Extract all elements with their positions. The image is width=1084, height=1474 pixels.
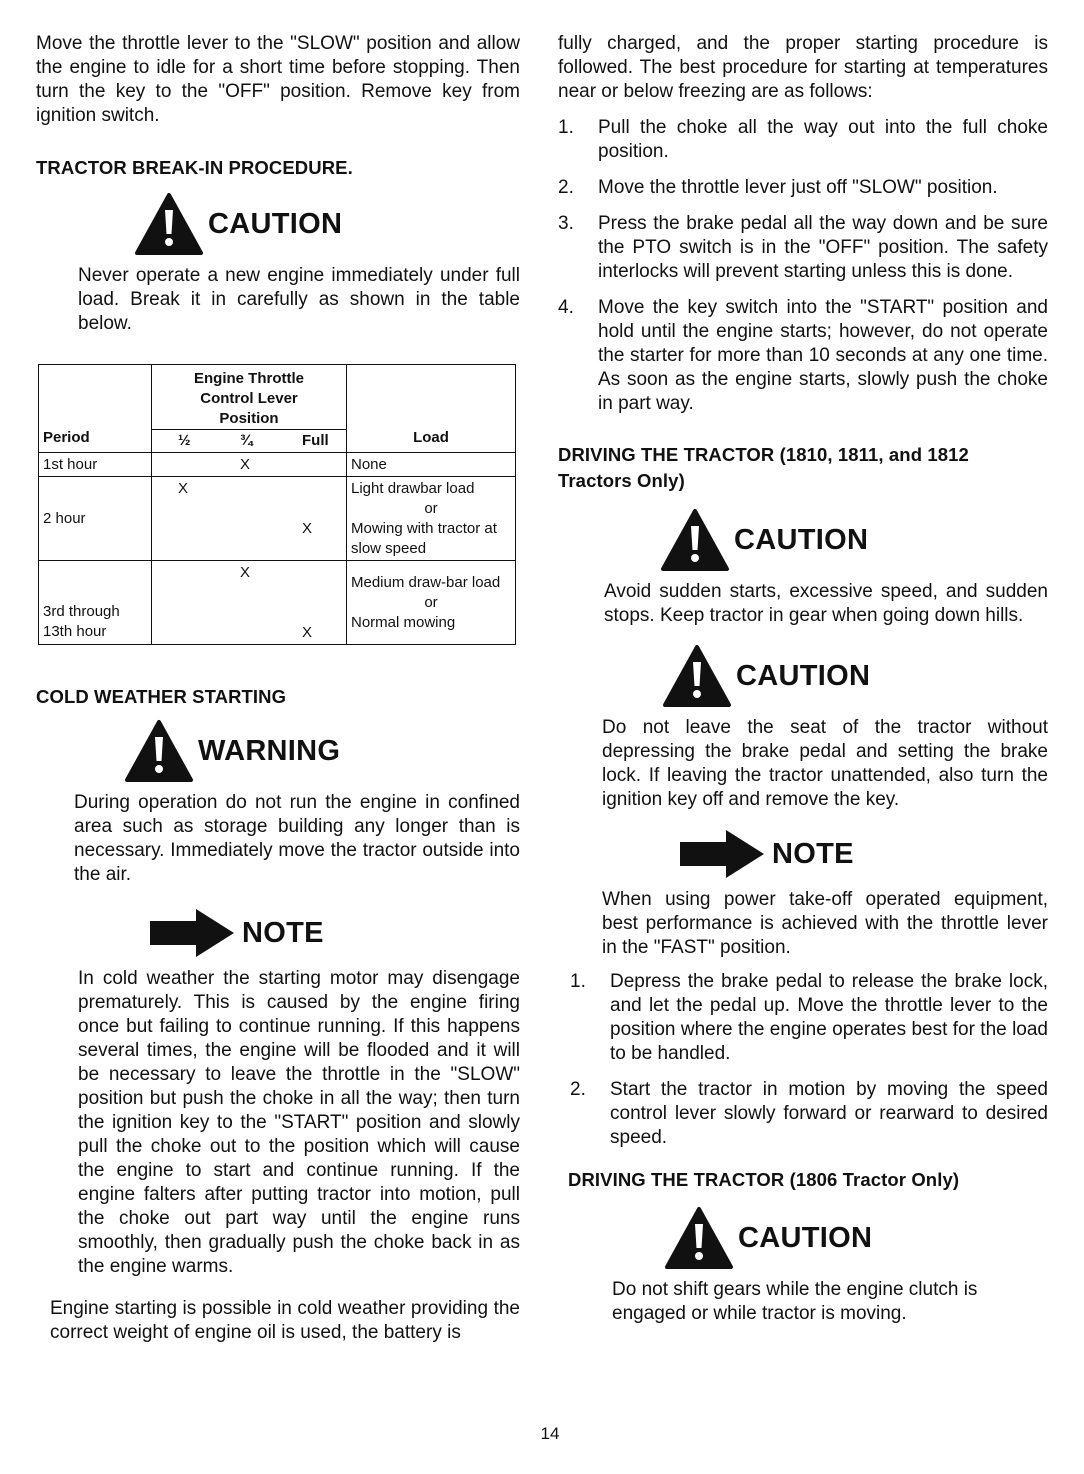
step-number: 1. (558, 117, 574, 138)
caution-notice-2 (660, 508, 1048, 572)
note-notice-right (678, 828, 1048, 880)
x-mark: X (178, 480, 189, 497)
warning-triangle-icon (124, 719, 194, 783)
arrow-right-icon (678, 828, 768, 880)
step-text: Start the tractor in motion by moving the speed control lever slowly forward or rearward to desired speed. (610, 1079, 1048, 1148)
breakin-table (38, 364, 516, 645)
warning-triangle-icon (660, 508, 730, 572)
load-text: Mowing with tractor at slow speed (351, 519, 497, 557)
caution-label: CAUTION (208, 208, 343, 240)
step-text: Move the key switch into the "START" position and hold until the engine starts; however, do not operate the starter for more than 10 seconds at any one time. As soon as the engine starts, slowly push the choke in part way. (598, 297, 1048, 414)
x-mark: X (302, 520, 313, 537)
warning-triangle-icon (662, 644, 732, 708)
warning-triangle-icon (134, 192, 204, 256)
load-or: or (424, 593, 438, 611)
caution-label: CAUTION (736, 660, 871, 692)
step-number: 4. (558, 297, 574, 318)
caution-label: CAUTION (738, 1222, 873, 1254)
note-label: NOTE (772, 838, 854, 870)
arrow-right-icon (148, 907, 238, 959)
driving-heading: DRIVING THE TRACTOR (1810, 1811, and 1812 Tractors Only) (558, 444, 969, 491)
caution-text-2: Avoid sudden starts, excessive speed, and sudden stops. Keep tractor in gear when going down hills. (604, 581, 1048, 626)
list-item (558, 116, 1048, 164)
load-text: Medium draw-bar load (351, 573, 501, 591)
warning-notice (124, 719, 520, 783)
caution-text-4: Do not shift gears while the engine clutch is engaged or while tractor is moving. (612, 1279, 978, 1324)
warning-triangle-icon (664, 1206, 734, 1270)
caution-notice-1 (134, 192, 520, 256)
list-item (558, 176, 1048, 200)
step-number: 1. (570, 971, 586, 992)
warning-label: WARNING (198, 735, 341, 767)
step-number: 2. (570, 1079, 586, 1100)
caution-notice-3 (662, 644, 1048, 708)
driving-1806-heading: DRIVING THE TRACTOR (1806 Tractor Only) (568, 1169, 960, 1190)
subheader-half: ½ (178, 432, 191, 449)
list-item (570, 1078, 1048, 1150)
caution-text-3: Do not leave the seat of the tractor without depressing the brake pedal and setting the brake lock. If leaving the tractor unattended, also turn the ignition key off and remove the key. (602, 717, 1048, 810)
load-or: or (424, 499, 438, 517)
caution-notice-4 (664, 1206, 1048, 1270)
period-cell: 1st hour (39, 453, 152, 477)
page-number: 14 (540, 1424, 560, 1443)
x-mark: X (240, 564, 251, 581)
load-header: Load (347, 365, 516, 453)
step-number: 3. (558, 213, 574, 234)
throttle-header: Engine Throttle Control Lever Position (152, 365, 347, 430)
subheader-full: Full (302, 432, 329, 449)
note-label: NOTE (242, 917, 324, 949)
note-text: In cold weather the starting motor may disengage prematurely. This is caused by the engine firing once but failing to continue running. If this happens several times, the engine will be flooded and it will be necessary to leave the throttle in the "SLOW" position but push the choke in all the way; then turn the ignition key to the "START" position and slowly pull the choke out to the position which will cause the engine to start and continue running. If the engine falters after putting tractor into motion, pull the choke out part way until the engine runs smoothly, then gradually push the choke back in as the engine warms. (78, 968, 520, 1277)
throttle-cell (152, 477, 347, 561)
throttle-cell (152, 561, 347, 645)
throttle-subheader-row (152, 430, 347, 453)
x-mark: X (302, 624, 313, 641)
subheader-three-quarter: ¾ (240, 432, 253, 449)
note-text-right: When using power take-off operated equipment, best performance is achieved with the throttle lever in the "FAST" position. (602, 889, 1048, 958)
list-item (570, 970, 1048, 1066)
list-item (558, 296, 1048, 416)
pto-steps-list (558, 970, 1048, 1150)
load-text: Normal mowing (351, 613, 456, 631)
caution-label: CAUTION (734, 524, 869, 556)
starting-steps-list (558, 116, 1048, 416)
left-column (36, 32, 520, 1345)
load-cell (347, 477, 516, 561)
x-mark: X (240, 456, 251, 473)
step-text: Depress the brake pedal to release the brake lock, and let the pedal up. Move the throttle lever to the position where the engine operates best for the load to be handled. (610, 971, 1048, 1064)
continued-paragraph: fully charged, and the proper starting procedure is followed. The best procedure for starting at temperatures near or below freezing are as follows: (558, 33, 1048, 102)
step-text: Move the throttle lever just off "SLOW" position. (598, 177, 998, 198)
load-cell (347, 561, 516, 645)
cold-weather-paragraph: Engine starting is possible in cold weather providing the correct weight of engine oil is used, the battery is (50, 1298, 520, 1343)
period-cell: 3rd through 13th hour (39, 561, 152, 645)
table-row (39, 477, 516, 561)
step-text: Press the brake pedal all the way down and be sure the PTO switch is in the "OFF" position. The safety interlocks will prevent starting unless this is done. (598, 213, 1048, 282)
period-cell: 2 hour (39, 477, 152, 561)
load-text: Light drawbar load (351, 479, 475, 497)
throttle-cell (152, 453, 347, 477)
step-number: 2. (558, 177, 574, 198)
note-notice (148, 907, 520, 959)
caution-text-1: Never operate a new engine immediately under full load. Break it in carefully as shown in the table below. (78, 265, 520, 334)
load-cell: None (347, 453, 516, 477)
table-row (39, 561, 516, 645)
list-item (558, 212, 1048, 284)
intro-paragraph: Move the throttle lever to the "SLOW" position and allow the engine to idle for a short time before stopping. Then turn the key to the "OFF" position. Remove key from ignition switch. (36, 33, 520, 126)
cold-weather-heading: COLD WEATHER STARTING (36, 686, 287, 707)
warning-text: During operation do not run the engine in confined area such as storage building any longer than is necessary. Immediately move the tractor outside into the air. (74, 792, 520, 885)
breakin-heading: TRACTOR BREAK-IN PROCEDURE. (36, 157, 353, 178)
right-column (558, 32, 1048, 1326)
period-header: Period (39, 365, 152, 453)
table-row (39, 453, 516, 477)
step-text: Pull the choke all the way out into the full choke position. (598, 117, 1048, 162)
